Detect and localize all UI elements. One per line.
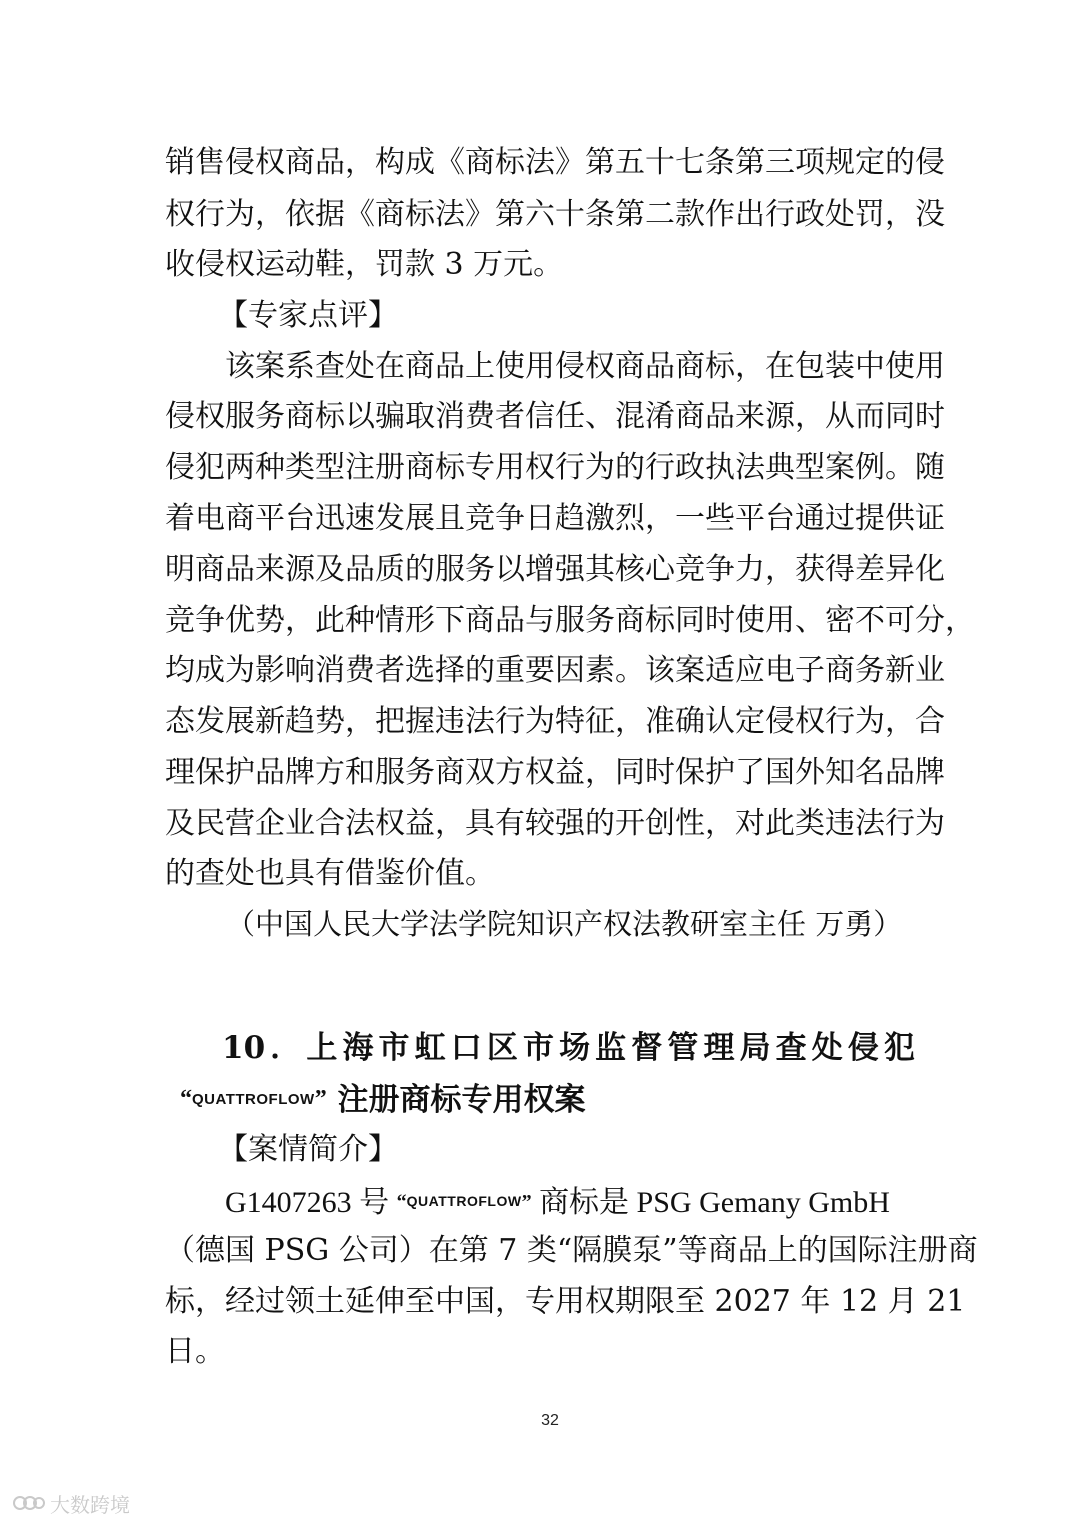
expert-review-heading: 【专家点评】 [218,298,398,333]
intro-line1-suffix: 商标是 PSG Gemany GmbH [539,1186,890,1219]
case-title-line2 [180,1078,586,1121]
expert-review-line: 均成为影响消费者选择的重要因素。该案适应电子商务新业 [165,653,945,688]
registration-number: G1407263 号 [225,1186,390,1219]
case-intro-line: 日。 [165,1334,225,1369]
expert-review-line: 侵权服务商标以骗取消费者信任、混淆商品来源，从而同时 [165,399,945,434]
paragraph-line: 销售侵权商品，构成《商标法》第五十七条第三项规定的侵 [165,145,945,180]
brand-name: QUATTROFLOW [406,1193,522,1209]
brand-logo-icon [12,1492,46,1514]
paragraph-line: 收侵权运动鞋，罚款 3 万元。 [165,247,564,282]
brand-name: QUATTROFLOW [192,1091,315,1108]
expert-review-line: 的查处也具有借鉴价值。 [165,856,495,891]
case-intro-heading: 【案情简介】 [218,1132,398,1167]
close-quote: ” [314,1086,327,1112]
open-quote: “ [396,1191,407,1213]
expert-review-line: 明商品来源及品质的服务以增强其核心竞争力，获得差异化 [165,552,945,587]
expert-review-line: 态发展新趋势，把握违法行为特征，准确认定侵权行为，合 [165,704,945,739]
expert-signature: （中国人民大学法学院知识产权法教研室主任 万勇） [226,907,903,941]
watermark-text: 大数跨境 [50,1492,130,1517]
case-intro-line [225,1181,915,1221]
close-quote: ” [521,1191,532,1213]
watermark [12,1490,130,1516]
case-title-line1: 10．上海市虹口区市场监督管理局查处侵犯 [222,1030,915,1066]
expert-review-line: 理保护品牌方和服务商双方权益，同时保护了国外知名品牌 [165,755,945,790]
expert-review-line: 该案系查处在商品上使用侵权商品商标，在包装中使用 [225,349,945,384]
case-intro-line: 标，经过领土延伸至中国，专用权期限至 2027 年 12 月 21 [165,1284,966,1319]
case-intro-line: （德国 PSG 公司）在第 7 类“隔膜泵”等商品上的国际注册商 [165,1233,978,1268]
expert-review-line: 侵犯两种类型注册商标专用权行为的行政执法典型案例。随 [165,450,945,485]
expert-review-line: 着电商平台迅速发展且竞争日趋激烈，一些平台通过提供证 [165,501,945,536]
open-quote: “ [180,1086,192,1112]
paragraph-line: 权行为，依据《商标法》第六十条第二款作出行政处罚，没 [165,197,945,232]
expert-review-line: 竞争优势，此种情形下商品与服务商标同时使用、密不可分， [165,603,975,638]
expert-review-line: 及民营企业合法权益，具有较强的开创性，对此类违法行为 [165,806,945,841]
page-number: 32 [541,1412,559,1429]
case-title-rest: 注册商标专用权案 [337,1082,586,1118]
